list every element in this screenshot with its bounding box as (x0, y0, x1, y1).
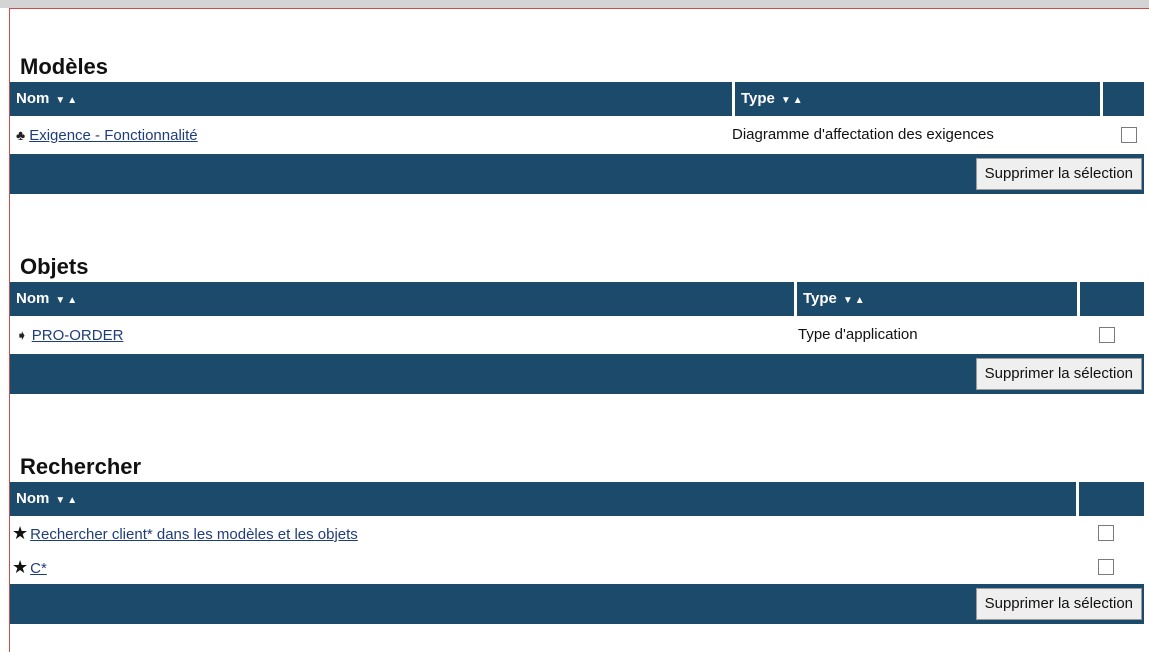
objects-title: Objets (20, 254, 89, 279)
row-checkbox[interactable] (1099, 327, 1115, 343)
models-title: Modèles (20, 54, 109, 79)
row-checkbox[interactable] (1121, 127, 1137, 143)
search-col-select (1079, 482, 1144, 516)
star-icon: ★ (12, 557, 29, 577)
table-row (10, 516, 1144, 550)
models-col-type[interactable] (735, 82, 1100, 116)
models-header (10, 82, 1144, 116)
models-footer (10, 154, 1144, 194)
models-section (10, 52, 1144, 194)
table-row (10, 550, 1144, 584)
search-footer (10, 584, 1144, 624)
sort-arrows-icon[interactable]: ▼▲ (55, 95, 80, 106)
top-bar (0, 0, 1149, 8)
object-link[interactable]: PRO-ORDER (31, 327, 124, 344)
models-col-name[interactable] (10, 82, 732, 116)
delete-selection-button[interactable]: Supprimer la sélection (976, 588, 1142, 620)
objects-col-name-label: Nom (16, 290, 50, 307)
hierarchy-icon: ♣ (16, 127, 26, 143)
models-col-select (1103, 82, 1144, 116)
saved-search-link[interactable]: Rechercher client* dans les modèles et les objets (30, 526, 358, 543)
row-checkbox[interactable] (1098, 559, 1114, 575)
saved-search-link[interactable]: C* (30, 560, 47, 577)
row-name (16, 116, 198, 155)
objects-col-type-label: Type (803, 290, 837, 307)
model-link[interactable]: Exigence - Fonctionnalité (29, 127, 198, 144)
objects-col-type[interactable] (797, 282, 1077, 316)
row-checkbox[interactable] (1098, 525, 1114, 541)
row-name (16, 316, 123, 355)
row-type: Type d'application (798, 326, 918, 343)
objects-section (10, 252, 1144, 394)
search-col-name-label: Nom (16, 490, 50, 507)
row-name (12, 550, 47, 586)
table-row (10, 316, 1144, 354)
delete-selection-button[interactable]: Supprimer la sélection (976, 358, 1142, 390)
sort-arrows-icon[interactable]: ▼▲ (55, 295, 80, 306)
search-title: Rechercher (20, 454, 142, 479)
table-row (10, 116, 1144, 154)
search-header (10, 482, 1144, 516)
objects-col-name[interactable] (10, 282, 794, 316)
sort-arrows-icon[interactable]: ▼▲ (780, 95, 805, 106)
objects-header (10, 282, 1144, 316)
delete-selection-button[interactable]: Supprimer la sélection (976, 158, 1142, 190)
models-col-type-label: Type (741, 90, 775, 107)
models-col-name-label: Nom (16, 90, 50, 107)
objects-footer (10, 354, 1144, 394)
search-col-name[interactable] (10, 482, 1076, 516)
row-type: Diagramme d'affectation des exigences (732, 126, 994, 143)
search-section (10, 452, 1144, 624)
application-type-icon: ➧ (16, 327, 28, 343)
star-icon: ★ (12, 523, 29, 543)
row-name (12, 516, 358, 552)
sort-arrows-icon[interactable]: ▼▲ (55, 495, 80, 506)
sort-arrows-icon[interactable]: ▼▲ (842, 295, 867, 306)
objects-col-select (1080, 282, 1144, 316)
